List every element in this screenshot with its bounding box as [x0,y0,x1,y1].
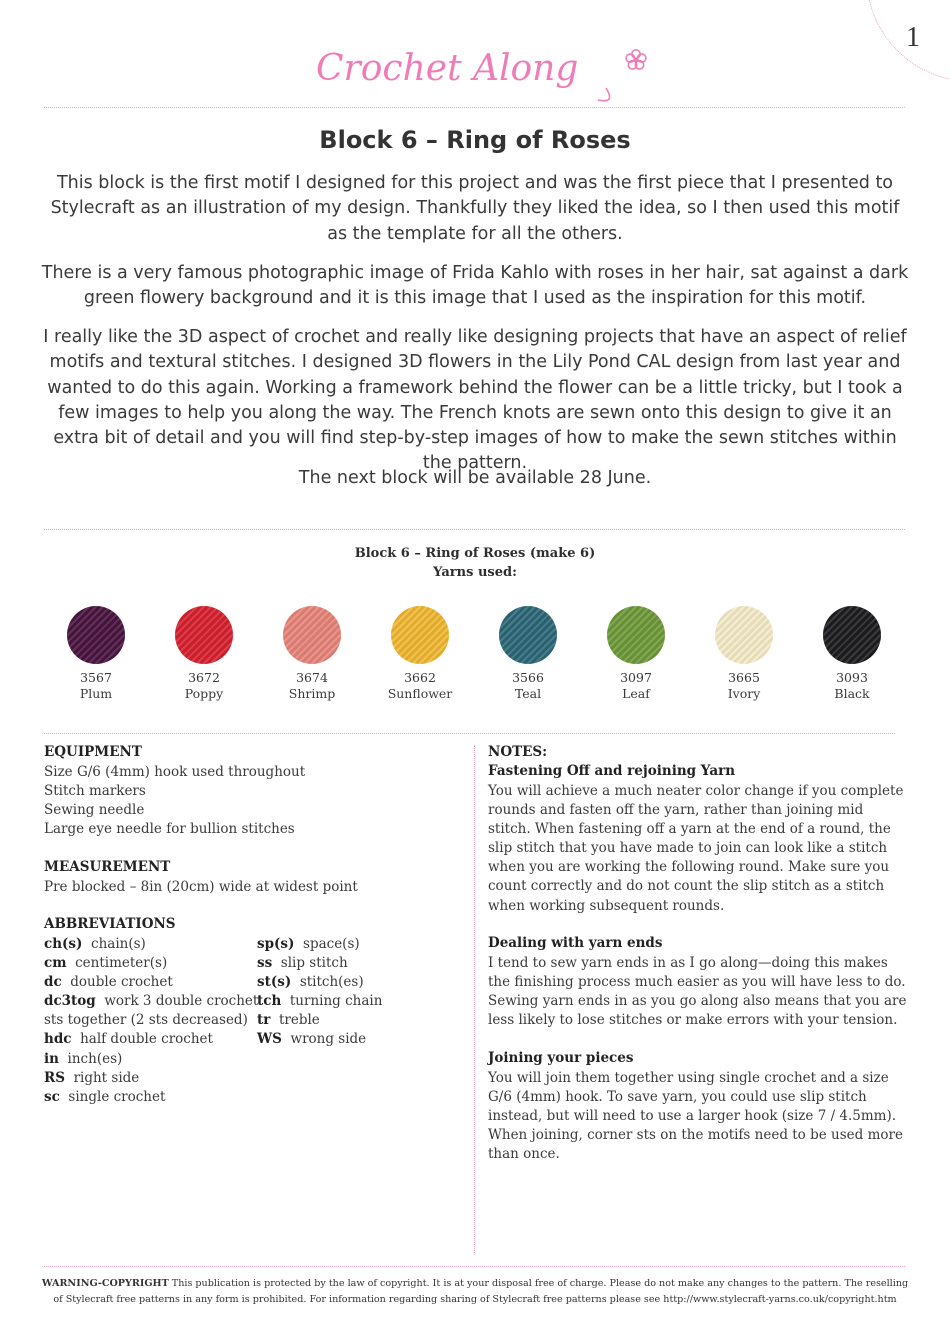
abbreviation-row [257,992,467,1011]
abbreviations-right-column [257,935,467,1050]
yarn-name: Sunflower [387,686,453,701]
abbreviation-row [44,992,259,1011]
abbreviation-meaning: inch(es) [67,1050,123,1067]
abbreviation-term: ss [257,955,273,972]
abbreviations-heading: ABBREVIATIONS [44,916,176,932]
flower-icon [626,50,646,69]
equipment-heading: EQUIPMENT [44,744,142,760]
equipment-item: Sewing needle [44,802,145,819]
notes-section-text: You will join them together using single crochet and a size G/6 (4mm) hook. To save yarn, you could use slip stitch instead, but will need to use a larger hook (size 7 / 4.5mm). When joining, corner sts on the motifs need to be used more than once. [488,1070,903,1163]
yarn-name: Teal [514,686,542,701]
next-block-note: The next block will be available 28 June. [298,468,652,488]
abbreviation-meaning: treble [278,1012,320,1029]
copyright-footer [40,1276,910,1308]
yarn-name: Poppy [184,686,224,701]
abbreviation-term: ch(s) [44,936,83,952]
page-number: 1 [906,22,920,53]
yarn-code: 3672 [188,670,220,685]
yarn-code: 3567 [80,670,112,685]
notes-heading: NOTES: [488,744,548,760]
yarn-swatch [478,606,578,702]
yarn-ball-icon [175,606,233,664]
equipment-list [44,763,464,839]
abbreviation-term: dc [44,974,62,991]
abbreviation-meaning: half double crochet [80,1031,213,1048]
yarn-code: 3093 [836,670,868,685]
yarns-subheading: Yarns used: [433,565,517,580]
intro-paragraph-3: I really like the 3D aspect of crochet and really like designing projects that have an aspect of relief motifs and textural stitches. I designed 3D flowers in the Lily Pond CAL design from last year and wanted to do this again. Working a framework behind the flower can be a little tricky, but I took a few images to help you along the way. The French knots are sewn onto this design to give it an extra bit of detail and you will find step-by-step images of how to make the sewn stitches within the pattern. [43,327,907,474]
abbreviation-meaning: centimeter(s) [75,955,168,972]
yarn-swatch [802,606,902,702]
abbreviation-row [44,1030,259,1049]
yarn-code: 3097 [620,670,652,685]
abbreviation-term: dc3tog [44,993,96,1010]
page-title: Block 6 – Ring of Roses [319,126,631,154]
equipment-item: Size G/6 (4mm) hook used throughout [44,764,306,780]
yarn-name: Shrimp [288,686,336,701]
crochet-along-logo [316,38,656,108]
yarn-name: Leaf [622,686,650,701]
abbreviation-meaning: work 3 double crochet [104,993,259,1010]
abbreviation-row [257,935,467,954]
abbreviation-term: in [44,1050,59,1067]
yarn-ball-icon [715,606,773,664]
abbreviation-row [44,954,259,973]
abbreviation-row [257,1030,467,1049]
yarn-code: 3674 [296,670,328,685]
logo-text: Crochet Along [316,48,579,89]
top-divider [44,107,905,108]
section-divider [44,733,895,734]
yarn-name: Plum [79,686,113,701]
abbreviation-row [44,1011,259,1030]
notes-section-text: I tend to sew yarn ends in as I go along—doing this makes the finishing process much easier as you will have less to do. Sewing yarn ends in as you go along also means that you are less likely to lose stitches or make errors with your tension. [488,955,907,1029]
abbreviation-term: hdc [44,1031,72,1048]
yarn-swatch [370,606,470,702]
copyright-label: WARNING-COPYRIGHT [41,1278,169,1289]
yarn-ball-icon [607,606,665,664]
intro-paragraph-2: There is a very famous photographic image of Frida Kahlo with roses in her hair, sat against a dark green flowery background and it is this image that I used as the inspiration for this motif. [41,263,909,309]
notes-section-title: Fastening Off and rejoining Yarn [488,763,736,779]
abbreviation-meaning: slip stitch [280,955,348,972]
yarn-swatch [262,606,362,702]
yarn-ball-icon [499,606,557,664]
abbreviation-meaning: single crochet [68,1088,166,1105]
yarn-ball-icon [391,606,449,664]
abbreviation-row [44,935,259,954]
abbreviation-term: WS [257,1031,282,1048]
equipment-item: Large eye needle for bullion stitches [44,821,295,838]
abbreviation-row [44,1088,259,1107]
mid-divider [44,529,905,530]
abbreviation-row [44,1069,259,1088]
abbreviations-left-column [44,935,259,1107]
abbreviation-term: sp(s) [257,936,295,952]
abbreviation-meaning: double crochet [70,974,173,991]
abbreviation-row [257,1011,467,1030]
notes-section-title: Joining your pieces [488,1050,634,1066]
yarn-swatch [694,606,794,702]
logo-swash [598,88,610,101]
yarn-ball-icon [823,606,881,664]
yarn-name: Black [834,686,870,701]
yarn-code: 3566 [512,670,544,685]
abbreviation-term: tch [257,993,282,1010]
abbreviation-term: sc [44,1088,60,1105]
abbreviation-meaning: right side [73,1069,140,1086]
yarn-swatch [46,606,146,702]
yarn-ball-icon [67,606,125,664]
abbreviation-meaning: turning chain [289,993,383,1010]
equipment-item: Stitch markers [44,783,146,800]
abbreviation-term: cm [44,955,67,972]
yarn-code: 3665 [728,670,760,685]
abbreviation-row [257,973,467,992]
yarn-ball-icon [283,606,341,664]
abbreviation-meaning: space(s) [303,936,360,952]
abbreviation-meaning: stitch(es) [299,974,364,991]
yarn-swatch [154,606,254,702]
yarns-heading: Block 6 – Ring of Roses (make 6) [354,546,596,561]
footer-divider [44,1266,905,1267]
abbreviation-row [257,954,467,973]
copyright-text: This publication is protected by the law of copyright. It is at your disposal free of charge. Please do not make any changes to the pattern. The reselling of Stylecraft free patterns in any form is prohibited. For information regarding sharing of Stylecraft free patterns please see http://www.stylecraft-yarns.co.uk/copyright.htm [53,1278,909,1305]
column-divider [474,745,475,1253]
yarn-name: Ivory [727,686,761,701]
abbreviation-term: st(s) [257,974,292,991]
abbreviation-meaning: wrong side [290,1031,367,1048]
yarn-code: 3662 [404,670,436,685]
measurement-text: Pre blocked – 8in (20cm) wide at widest point [44,879,358,895]
abbreviation-row [44,1050,259,1069]
abbreviation-row [44,973,259,992]
abbreviation-term: RS [44,1069,65,1086]
intro-paragraph-1: This block is the first motif I designed for this project and was the first piece that I presented to Stylecraft as an illustration of my design. Thankfully they liked the idea, so I then used this motif as the template for all the others. [50,173,900,244]
abbreviation-meaning: chain(s) [91,936,146,952]
measurement-heading: MEASUREMENT [44,859,171,875]
abbreviation-meaning: sts together (2 sts decreased) [44,1012,248,1029]
yarn-swatch [586,606,686,702]
notes-section-text: You will achieve a much neater color change if you complete rounds and fasten off the yarn, rather than joining mid stitch. When fastening off a yarn at the end of a round, the slip stitch that you have made to join can look like a stitch when you are working the following round. Make sure you count correctly and do not count the slip stitch as a stitch when working subsequent rounds. [488,783,904,914]
abbreviation-term: tr [257,1012,271,1029]
notes-section-title: Dealing with yarn ends [488,935,663,951]
